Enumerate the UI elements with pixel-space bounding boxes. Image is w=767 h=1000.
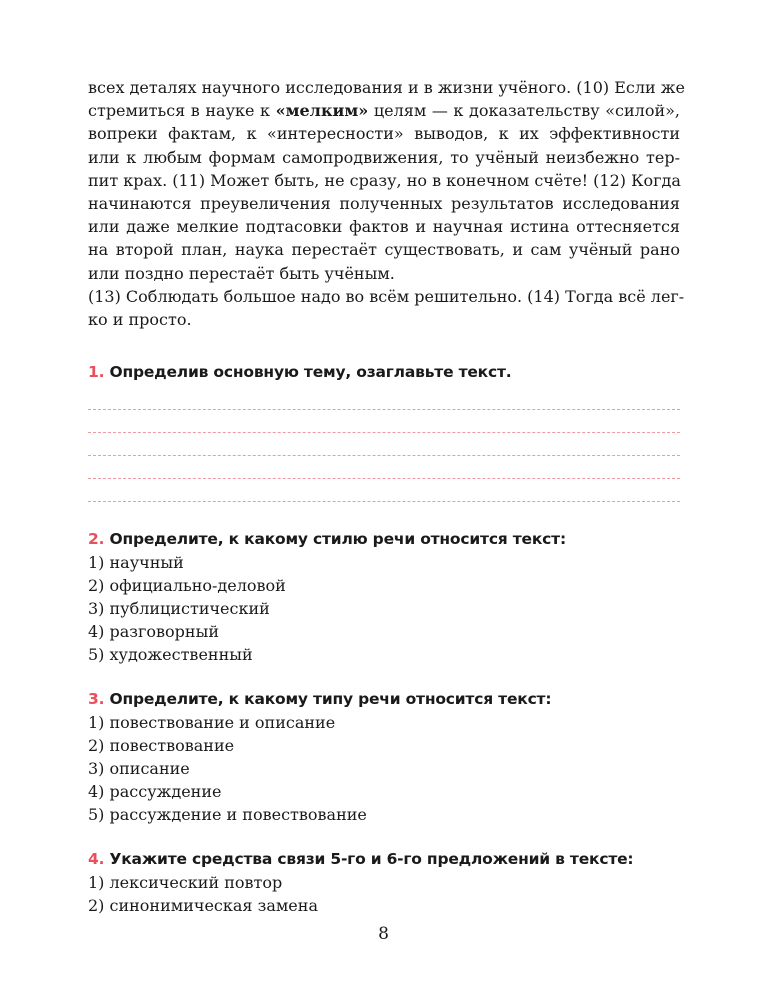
question-title bbox=[88, 848, 680, 870]
option-item[interactable]: 1) повествование и описание bbox=[88, 713, 336, 733]
question-title bbox=[88, 688, 680, 710]
answer-line[interactable] bbox=[88, 479, 680, 502]
passage-text: стремиться в науке к bbox=[88, 101, 276, 121]
question-text: Определив основную тему, озаглавьте текст. bbox=[109, 363, 512, 382]
question-number: 2. bbox=[88, 530, 105, 549]
answer-line[interactable] bbox=[88, 456, 680, 479]
option-item[interactable]: 2) официально-деловой bbox=[88, 576, 286, 596]
page-number: 8 bbox=[378, 924, 389, 944]
option-item[interactable]: 2) повествование bbox=[88, 736, 235, 756]
question-number: 4. bbox=[88, 850, 105, 869]
answer-line[interactable] bbox=[88, 433, 680, 456]
option-item[interactable]: 2) синонимическая замена bbox=[88, 896, 318, 916]
answer-line[interactable] bbox=[88, 393, 680, 410]
question-2 bbox=[88, 528, 680, 666]
passage-line: или поздно перестаёт быть учёным. bbox=[88, 263, 395, 283]
passage-line: (13) Соблюдать большое надо во всём решительно. (14) Тогда всё лег- bbox=[88, 286, 685, 306]
option-item[interactable]: 4) разговорный bbox=[88, 622, 219, 642]
passage-line: или даже мелкие подтасовки фактов и научная истина оттесняется bbox=[88, 217, 680, 237]
option-item[interactable]: 5) художественный bbox=[88, 645, 253, 665]
option-item[interactable]: 1) лексический повтор bbox=[88, 873, 283, 893]
option-item[interactable]: 1) научный bbox=[88, 553, 184, 573]
question-text: Определите, к какому типу речи относится текст: bbox=[109, 690, 552, 709]
passage-line: ко и просто. bbox=[88, 310, 192, 330]
question-title bbox=[88, 361, 680, 383]
reading-passage bbox=[88, 76, 685, 331]
option-item[interactable]: 3) публицистический bbox=[88, 599, 270, 619]
passage-line: пит крах. (11) Может быть, не сразу, но в конечном счёте! (12) Когда bbox=[88, 170, 681, 190]
question-text: Укажите средства связи 5-го и 6-го предложений в тексте: bbox=[109, 850, 634, 869]
question-text: Определите, к какому стилю речи относится текст: bbox=[109, 530, 566, 549]
passage-line: вопреки фактам, к «интересности» выводов, к их эффективности bbox=[88, 124, 680, 144]
options-list bbox=[88, 551, 680, 666]
page-content bbox=[88, 76, 685, 917]
passage-line: всех деталях научного исследования и в жизни учёного. (10) Если же bbox=[88, 78, 685, 97]
question-title bbox=[88, 528, 680, 550]
option-item[interactable]: 5) рассуждение и повествование bbox=[88, 805, 367, 825]
passage-line bbox=[88, 99, 680, 122]
bold-word: «мелким» bbox=[275, 101, 369, 121]
option-item[interactable]: 4) рассуждение bbox=[88, 782, 222, 802]
question-3 bbox=[88, 688, 680, 826]
question-number: 3. bbox=[88, 690, 105, 709]
option-item[interactable]: 3) описание bbox=[88, 759, 190, 779]
answer-line[interactable] bbox=[88, 410, 680, 433]
question-number: 1. bbox=[88, 363, 105, 382]
passage-line: или к любым формам самопродвижения, то учёный неизбежно тер- bbox=[88, 147, 680, 167]
passage-line: начинаются преувеличения полученных результатов исследования bbox=[88, 194, 680, 214]
question-1 bbox=[88, 361, 680, 502]
options-list bbox=[88, 711, 680, 826]
answer-lines[interactable] bbox=[88, 393, 680, 502]
options-list bbox=[88, 871, 680, 917]
passage-text: целям — к доказательству «силой», bbox=[368, 101, 681, 121]
question-4 bbox=[88, 848, 680, 917]
passage-line: на второй план, наука перестаёт существовать, и сам учёный рано bbox=[88, 240, 680, 260]
